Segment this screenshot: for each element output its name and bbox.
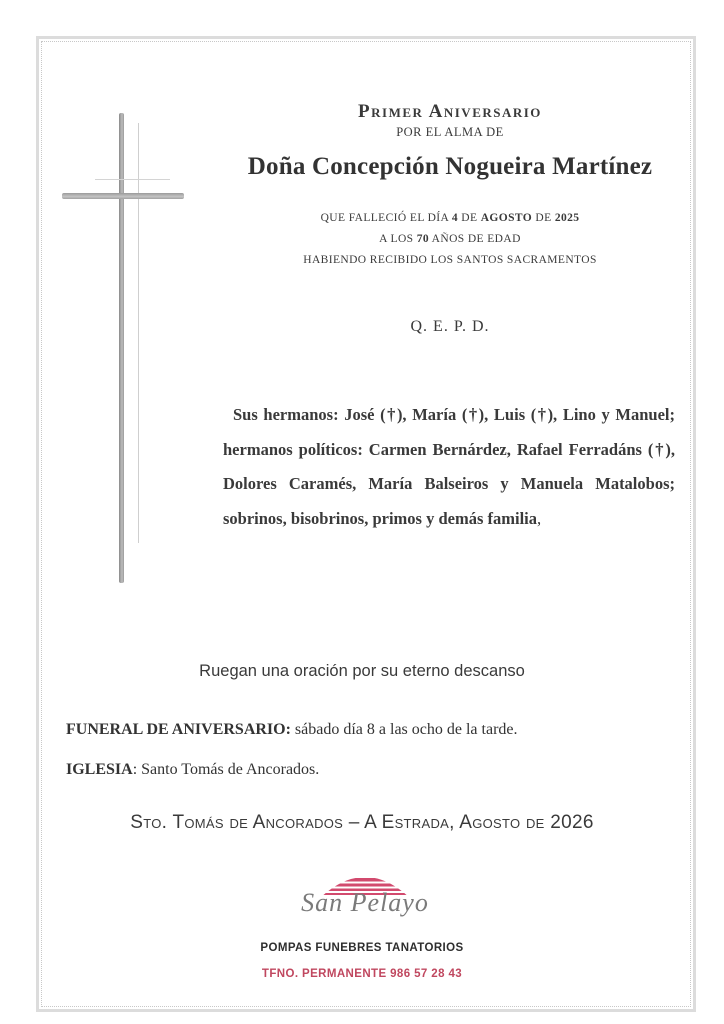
- logo-text: San Pelayo: [301, 888, 429, 917]
- funeral-value: sábado día 8 a las ocho de la tarde.: [290, 721, 518, 738]
- funeral-label: FUNERAL DE ANIVERSARIO:: [66, 721, 291, 738]
- deceased-name: Doña Concepción Nogueira Martínez: [247, 153, 653, 180]
- subtitle: POR EL ALMA DE: [396, 125, 504, 139]
- church-value: : Santo Tomás de Ancorados.: [132, 761, 320, 778]
- church-line: [66, 761, 319, 779]
- family-end: ,: [537, 508, 542, 528]
- anniversary-title: Primer Aniversario: [358, 101, 542, 122]
- place-date: Sto. Tomás de Ancorados – A Estrada, Agosto de 2026: [130, 812, 594, 833]
- cross-icon: [119, 113, 124, 583]
- church-label: IGLESIA: [66, 761, 133, 778]
- funeral-home-phone: TFNO. PERMANENTE 986 57 28 43: [261, 968, 463, 980]
- funeral-home-tagline: POMPAS FUNEBRES TANATORIOS: [260, 942, 464, 954]
- age-line: A LOS 70 AÑOS DE EDAD: [379, 233, 521, 245]
- cross-bar: [62, 193, 184, 199]
- sacraments-line: HABIENDO RECIBIDO LOS SANTOS SACRAMENTOS: [303, 254, 597, 266]
- qepd: Q. E. P. D.: [410, 318, 490, 335]
- family-paragraph: [223, 398, 675, 536]
- funeral-home-logo: [290, 858, 440, 930]
- family-text: Sus hermanos: José (†), María (†), Luis (†), Lino y Manuel; hermanos políticos: Carmen Bernárdez, Rafael Ferradáns (†), Dolores Caramés, María Balseiros y Manuela Matalobos; sobrinos, bisobrinos, primos y demás familia: [223, 405, 675, 528]
- cross-bar-shadow-line: [95, 179, 170, 180]
- death-date-line: QUE FALLECIÓ EL DÍA 4 DE AGOSTO DE 2025: [320, 212, 580, 224]
- funeral-line: [66, 721, 518, 739]
- cross-shadow-line: [138, 123, 139, 543]
- prayer-request: Ruegan una oración por su eterno descanso: [199, 662, 525, 680]
